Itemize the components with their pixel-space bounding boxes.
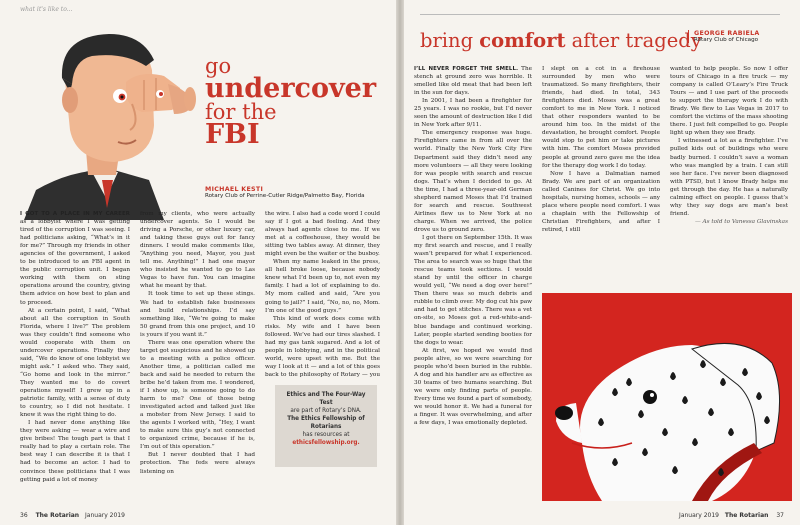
left-column-3 <box>265 210 380 380</box>
top-rule <box>420 14 780 15</box>
left-folio <box>20 512 125 519</box>
paragraph: This kind of work does come with risks. My wife and I have been followed. We’ve had our tires slashed. I had my gas tank sugared. And a lot of people in lobbying, and in the political world, were upset with me. But the way I look at it — and a lot of this goes back to the philosophy of Rotary — you <box>265 315 380 378</box>
left-column-2 <box>140 210 255 505</box>
left-column-1 <box>20 210 130 505</box>
paragraph: It took time to set up these stings. We had to establish fake businesses and build relationships. I’d say something like, “We’re going to make 50 grand from this one project, and 10 is yours if you want it.” <box>140 291 255 338</box>
callout-line: The Ethics Fellowship of Rotarians <box>287 416 365 430</box>
callout-link[interactable]: ethicsfellowship.org. <box>292 440 360 446</box>
paragraph: I witnessed a lot as a firefighter. I’ve pulled kids out of buildings who were badly burned. I couldn’t save a woman who was mangled by a train. I can still see her face. I’ve never been diagnosed with PTSD, but I know Brady helps me get through the day. He has a naturally calming effect on people. I guess that’s why they say dogs are man’s best friend. <box>670 138 788 217</box>
title-line2: undercover <box>205 73 377 104</box>
title-line4: FBI <box>205 119 260 150</box>
paragraph: When my name leaked in the press, all hell broke loose, because nobody knew what I’d been up to, not even my family. I had a lot of explaining to do. My mom called and said, “Are you going to jail?” I said, “No, no, no, Mom. I’m one of the good guys.” <box>265 259 380 314</box>
paragraph: I had never done anything like they were asking — wear a wire and give bribes! The tough part is that I really had to play a certain role. The best way I can describe it is that I had to become an actor. I had to convince these politicians that I was getting paid a lot of money <box>20 420 130 483</box>
title-part: bring <box>420 29 480 52</box>
paragraph: I’LL NEVER FORGET THE SMELL. The stench at ground zero was horrible. It smelled like old meat that had been left in the sun for days. <box>414 66 532 97</box>
title-emphasis: comfort <box>479 29 566 52</box>
right-page <box>404 0 800 525</box>
author-name: MICHAEL KESTI <box>205 186 264 193</box>
paragraph: The emergency response was huge. Firefighters came in from all over the world. Finally the New York City Fire Department said they didn’t need any more volunteers — all they were looking for was people with search and rescue dogs. That’s when I decided to go. At the time, I had a three-year-old German shepherd named Moses that I’d trained for search and rescue. Southwest Airlines flew us to New York at no charge. When we arrived, the police drove us to ground zero. <box>414 130 532 233</box>
title-part: after tragedy <box>565 29 702 52</box>
paragraph: At a certain point, I said, “What about all the corruption in South Florida, where I live?” The problem was they couldn’t find someone who would cooperate with them on undercover operations. Finally they said, “We do know of one lobbyist we might ask.” I asked who. They said, “Go home and look in the mirror.” They wanted me to do covert operations myself! I grew up in a patriotic family, with a sense of duty to country, so I did not hesitate. I knew it was the right thing to do. <box>20 307 130 419</box>
callout-line: has resources at <box>302 432 350 438</box>
left-byline <box>205 186 390 199</box>
right-folio <box>679 512 784 519</box>
paragraph: In 2001, I had been a firefighter for 25 years. I was no rookie, but I’d never seen the amount of destruction like I did in New York after 9/11. <box>414 98 532 129</box>
right-byline <box>688 30 760 43</box>
paragraph: I got there on September 15th. It was my first search and rescue, and I really wasn’t prepared for what I experienced. The area to search was so huge that the rescue teams took sections. I would stand by until the officer in charge would yell, “We need a dog over here!” Then there was so much debris and rubble to climb over. My dog cut his paw and had to get stitches. There was a vet on-site, so Moses got a red-white-and-blue bandage and continued working. Later, people started sending booties for the dogs to wear. <box>414 234 532 346</box>
author-club: Rotary Club of Chicago <box>694 37 759 43</box>
book-gutter <box>396 0 404 525</box>
right-title <box>420 29 702 52</box>
title-line1: go <box>205 54 232 78</box>
man-peering-through-hands-illustration <box>14 30 204 220</box>
issue-date: January 2019 <box>679 512 719 519</box>
section-label: what it's like to... <box>20 6 73 13</box>
paragraph: the wire. I also had a code word I could say if I got a bad feeling. And they always had agents close to me. If we met at a coffeehouse, they would be sitting two tables away. At dinner, they might even be the waiter or the busboy. <box>265 211 380 258</box>
right-column-2 <box>542 65 660 285</box>
author-credit: — As told to Vanessa Glavinskas <box>695 218 788 225</box>
right-column-1 <box>414 65 532 505</box>
author-club: Rotary Club of Perrine-Cutler Ridge/Palmetto Bay, Florida <box>205 193 365 199</box>
paragraph: from my clients, who were actually undercover agents. So I would be driving a Porsche, or other luxury car, and taking these guys out for fancy dinners. I would make comments like, “Anything you need, Mayor, you just tell me. Anything!” I had one mayor who insisted he wanted to go to Las Vegas to have fun. You can imagine what he meant by that. <box>140 211 255 290</box>
author-name: GEORGE RABIELA <box>694 30 760 37</box>
paragraph: wanted to help people. So now I offer tours of Chicago in a fire truck — my company is called O’Leary’s Fire Truck Tours — and I use part of the proceeds to support the therapy work I do with Brady. We flew to Las Vegas in 2017 to comfort the victims of the mass shooting there. I just felt compelled to go. People light up when they see Brady. <box>670 66 788 137</box>
left-title <box>205 56 376 148</box>
dalmatian-icon <box>542 293 792 501</box>
paragraph: I slept on a cot in a firehouse surrounded by men who were traumatized. So many firefighters, their friends, had died. In total, 343 firefighters died. Moses was a great comfort to me in New York. I noticed that other responders wanted to be around him too. In the midst of the devastation, he brought comfort. People would stop to pet him or take pictures with him. The comfort Moses provided people at ground zero gave me the idea for the therapy dog work I do today. <box>542 66 660 169</box>
right-column-3 <box>670 65 788 285</box>
publication-name: The Rotarian <box>724 512 769 519</box>
paragraph: There was one operation where the target got suspicious and he showed up to a meeting with a police officer. Another time, a politician called me back and said he needed to return the bribe he’d taken from me. I wondered, if I show up, is someone going to do harm to me? One of those being investigated acted and talked just like a mobster from New Jersey. I said to the agents I worked with, “Hey, I want to make sure this guy’s not connected to organized crime, because if he is, I’m out of this operation.” <box>140 339 255 451</box>
left-page <box>0 0 396 525</box>
callout-line: are part of Rotary’s DNA. <box>290 408 362 414</box>
page-number: 37 <box>776 512 784 519</box>
publication-name: The Rotarian <box>35 512 80 519</box>
dalmatian-illustration <box>542 293 792 501</box>
paragraph: I GOT TO A PLACE IN MY CAREER as a lobbyist where I was getting tired of the corruption I was seeing. I had politicians asking, “What’s in it for me?” Through my friends in other agencies of the government, I asked to be introduced to an FBI agent in the public corruption unit. I began working with them on sting operations around the country, giving them advice on how best to plan and to proceed. <box>20 211 130 306</box>
paragraph: At first, we hoped we would find people alive, so we were searching for people who’d been buried in the rubble. A dog and his handler are as effective as 30 teams of two humans searching. But we were only finding parts of people. Every time we found a part of somebody, we would honor it. We had a funeral for a finger. It was overwhelming, and after a few days, I was emotionally depleted. <box>414 347 532 427</box>
issue-date: January 2019 <box>85 512 125 519</box>
callout-line: Ethics and The Four-Way Test <box>286 392 366 406</box>
title-line3: for the <box>205 100 277 124</box>
paragraph: Now I have a Dalmatian named Brady. We are part of an organization called Canines for Christ. We go into hospitals, nursing homes, schools — any place where people need comfort. I was a chaplain with the Fellowship of Christian Firefighters, and after I retired, I still <box>542 170 660 233</box>
paragraph: But I never doubted that I had protection. The feds were always listening on <box>140 452 255 475</box>
page-number: 36 <box>20 512 28 519</box>
ethics-callout <box>275 385 377 467</box>
